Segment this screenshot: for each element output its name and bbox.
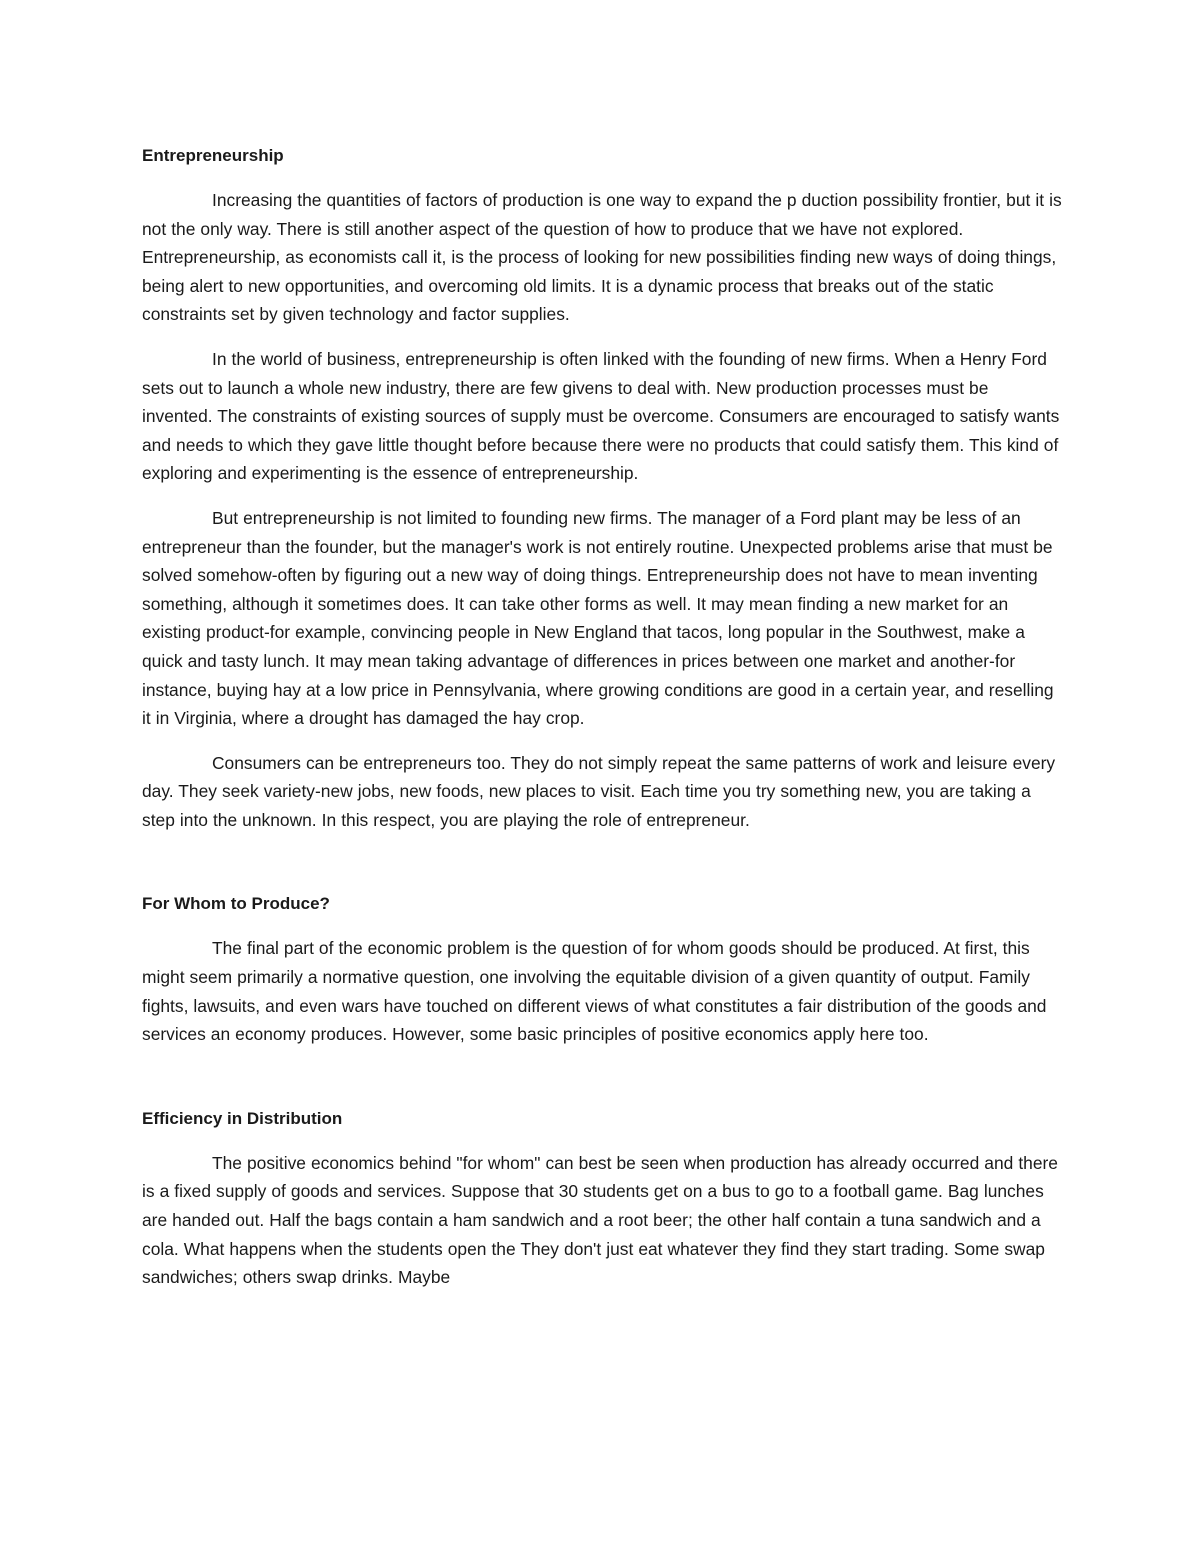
section-heading-entrepreneurship: Entrepreneurship bbox=[142, 146, 284, 165]
document-body bbox=[142, 146, 1062, 1292]
section-heading-efficiency: Efficiency in Distribution bbox=[142, 1108, 343, 1128]
paragraph: The positive economics behind "for whom" can best be seen when production has already occurred and there is a fixed supply of goods and services. Suppose that 30 students get on a bus to go to a football game. Bag lunches are handed out. Half the bags contain a ham sandwich and a root beer; the other half contain a tuna sandwich and a cola. What happens when the students open the They don't just eat whatever they find they start trading. Some swap sandwiches; others swap drinks. Maybe bbox=[142, 1152, 1058, 1288]
paragraph: Increasing the quantities of factors of production is one way to expand the p duction possibility frontier, but it is not the only way. There is still another aspect of the question of how to produce that we have not explored. Entrepreneurship, as economists call it, is the process of looking for new possibilities finding new ways of doing things, being alert to new opportunities, and overcoming old limits. It is a dynamic process that breaks out of the static constraints set by given technology and factor supplies. bbox=[142, 190, 1062, 325]
section-heading-for-whom: For Whom to Produce? bbox=[142, 894, 330, 914]
paragraph: In the world of business, entrepreneurship is often linked with the founding of new firms. When a Henry Ford sets out to launch a whole new industry, there are few givens to deal with. New production processes must be invented. The constraints of existing sources of supply must be overcome. Consumers are encouraged to satisfy wants and needs to which they gave little thought before because there were no products that could satisfy them. This kind of exploring and experimenting is the essence of entrepreneurship. bbox=[142, 348, 1060, 484]
paragraph: Consumers can be entrepreneurs too. They do not simply repeat the same patterns of work and leisure every day. They seek variety-new jobs, new foods, new places to visit. Each time you try something new, you are taking a step into the unknown. In this respect, you are playing the role of entrepreneur. bbox=[142, 752, 1056, 830]
paragraph: The final part of the economic problem is the question of for whom goods should be produced. At first, this might seem primarily a normative question, one involving the equitable division of a given quantity of output. Family fights, lawsuits, and even wars have touched on different views of what constitutes a fair distribution of the goods and services an economy produces. However, some basic principles of positive economics apply here too. bbox=[142, 938, 1047, 1045]
paragraph: But entrepreneurship is not limited to founding new firms. The manager of a Ford plant may be less of an entrepreneur than the founder, but the manager's work is not entirely routine. Unexpected problems arise that must be solved somehow-often by figuring out a new way of doing things. Entrepreneurship does not have to mean inventing something, although it sometimes does. It can take other forms as well. It may mean finding a new market for an existing product-for example, convincing people in New England that tacos, long popular in the Southwest, make a quick and tasty lunch. It may mean taking advantage of differences in prices between one market and another-for instance, buying hay at a low price in Pennsylvania, where growing conditions are good in a certain year, and reselling it in Virginia, where a drought has damaged the hay crop. bbox=[142, 507, 1054, 729]
